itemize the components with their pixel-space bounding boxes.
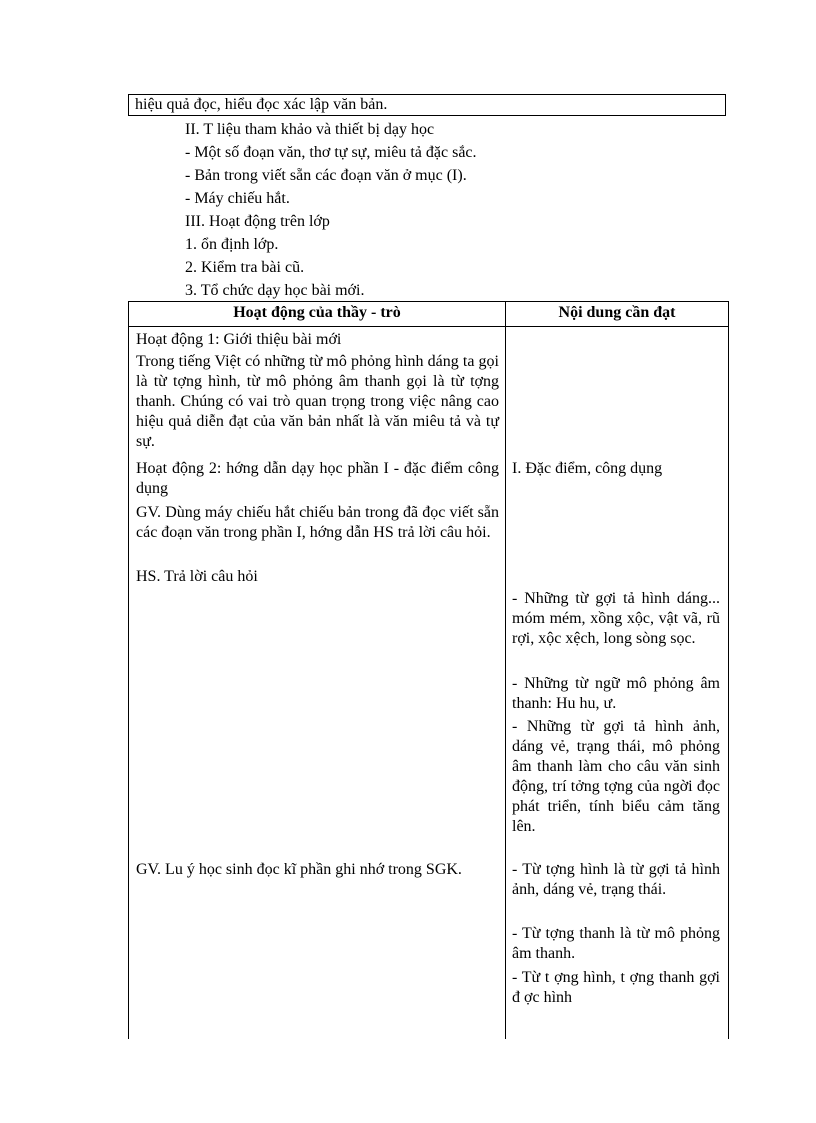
material-item-1: - Một số đoạn văn, thơ tự sự, miêu tả đặc sắc.: [185, 144, 477, 161]
right-paragraph-5: - Từ tợng thanh là từ mô phỏng âm thanh.: [512, 925, 720, 962]
left-paragraph-5: HS. Trả lời câu hỏi: [136, 568, 258, 585]
continued-text: hiệu quả đọc, hiểu đọc xác lập văn bản.: [135, 96, 388, 113]
left-column-cell: [129, 327, 506, 1040]
right-paragraph-1: - Những từ gợi tả hình dáng... móm mém, xồng xộc, vật vã, rũ rợi, xộc xệch, long sòng sọc.: [512, 590, 720, 647]
activity-step-2: 2. Kiểm tra bài cũ.: [185, 259, 305, 276]
material-item-3: - Máy chiếu hắt.: [185, 190, 290, 207]
right-column-cell: [506, 327, 729, 1040]
left-paragraph-3: Hoạt động 2: hớng dẫn dạy học phần I - đặc điểm công dụng: [136, 460, 499, 497]
header-content: Nội dung cần đạt: [506, 302, 729, 327]
table-body-row: [129, 327, 729, 1040]
left-paragraph-1: Hoạt động 1: Giới thiệu bài mới: [136, 331, 342, 348]
right-heading-features: I. Đặc điểm, công dụng: [512, 460, 663, 477]
activity-step-3: 3. Tổ chức dạy học bài mới.: [185, 282, 365, 299]
right-paragraph-6: - Từ t ợng hình, t ợng thanh gợi đ ợc hình: [512, 969, 720, 1006]
left-paragraph-4: GV. Dùng máy chiếu hắt chiếu bản trong đã đọc viết sẵn các đoạn văn trong phần I, hớng dẫn HS trả lời câu hỏi.: [136, 504, 499, 541]
table-header-row: [129, 302, 729, 327]
section-heading-materials: II. T liệu tham khảo và thiết bị dạy học: [185, 121, 435, 138]
right-paragraph-4: - Từ tợng hình là từ gợi tả hình ảnh, dáng vẻ, trạng thái.: [512, 861, 720, 898]
continued-text-box: [128, 94, 726, 116]
right-paragraph-3: - Những từ gợi tả hình ảnh, dáng vẻ, trạng thái, mô phỏng âm thanh làm cho câu văn sinh động, trí tởng tợng của ngời đọc phát triển, tính biểu cảm tăng lên.: [512, 718, 720, 835]
header-teacher-student: Hoạt động của thầy - trò: [129, 302, 506, 327]
activity-step-1: 1. ổn định lớp.: [185, 236, 279, 253]
material-item-2: - Bản trong viết sẵn các đoạn văn ở mục (I).: [185, 167, 467, 184]
right-paragraph-2: - Những từ ngữ mô phỏng âm thanh: Hu hu, ư.: [512, 675, 720, 712]
left-paragraph-2: Trong tiếng Việt có những từ mô phỏng hình dáng ta gọi là từ tợng hình, từ mô phỏng âm thanh gọi là từ tợng thanh. Chúng có vai trò quan trọng trong việc nâng cao hiệu quả diễn đạt của văn bản nhất là văn miêu tả và tự sự.: [136, 353, 499, 450]
section-heading-activities: III. Hoạt động trên lớp: [185, 213, 330, 230]
lesson-table: [128, 301, 729, 1039]
left-paragraph-6: GV. Lu ý học sinh đọc kĩ phần ghi nhớ trong SGK.: [136, 861, 462, 878]
